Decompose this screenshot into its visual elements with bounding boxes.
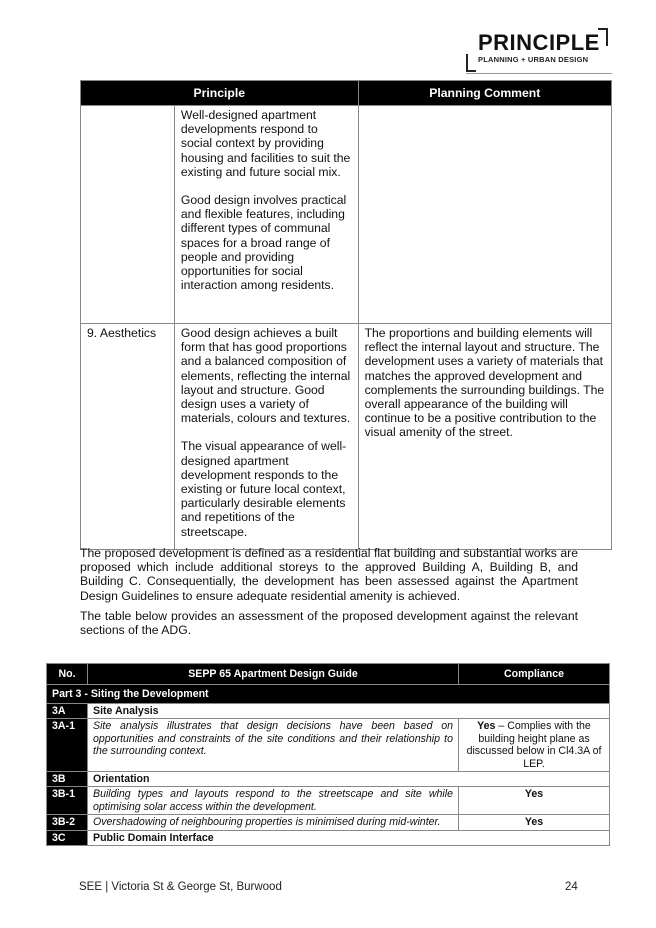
column-header-guide: SEPP 65 Apartment Design Guide bbox=[88, 664, 459, 685]
compliance-cell bbox=[459, 815, 610, 830]
item-number: 3B-2 bbox=[47, 815, 88, 830]
principle-paragraph: Good design achieves a built form that has good proportions and a balanced composition of elements, reflecting the internal layout and structure. Good design uses a variety of materials, colours and textures. bbox=[180, 326, 351, 426]
adg-assessment-table bbox=[46, 663, 610, 846]
design-principles-table bbox=[80, 80, 612, 550]
section-title: Orientation bbox=[88, 772, 610, 787]
section-row bbox=[47, 830, 610, 845]
footer-document-title: SEE | Victoria St & George St, Burwood bbox=[79, 881, 282, 893]
part-heading-row bbox=[47, 685, 610, 704]
compliance-note: – Complies with the building height plane as discussed below in Cl4.3A of LEP. bbox=[466, 720, 602, 770]
column-header-no: No. bbox=[47, 664, 88, 685]
table-header-row bbox=[81, 81, 612, 106]
table-row bbox=[47, 815, 610, 830]
section-number: 3B bbox=[47, 772, 88, 787]
compliance-status: Yes bbox=[477, 720, 496, 733]
item-text: Site analysis illustrates that design decisions have been based on opportunities and constraints of the site conditions and their relationship to the surrounding context. bbox=[88, 719, 459, 772]
page-number: 24 bbox=[565, 881, 578, 893]
body-paragraph: The proposed development is defined as a residential flat building and substantial works are proposed which include additional storeys to the approved Building A, Building B, and Building C. Consequentially, the development has been assessed against the Apartment Design Guidelines to ensure adequate residential amenity is achieved. bbox=[80, 546, 578, 603]
table-row bbox=[81, 106, 612, 324]
section-title: Public Domain Interface bbox=[88, 830, 610, 845]
compliance-status: Yes bbox=[524, 788, 544, 801]
principle-logo bbox=[466, 28, 612, 72]
principle-paragraph: Good design involves practical and flexible features, including different types of communal spaces for a broad range of people and providing opportunities for social interaction among residents. bbox=[180, 193, 347, 293]
part-heading: Part 3 - Siting the Development bbox=[47, 685, 610, 704]
column-header-compliance: Compliance bbox=[459, 664, 610, 685]
section-row bbox=[47, 772, 610, 787]
table-row bbox=[81, 324, 612, 550]
compliance-cell bbox=[459, 787, 610, 815]
body-paragraph: The table below provides an assessment of the proposed development against the relevant sections of the ADG. bbox=[80, 609, 578, 638]
item-number: 3B-1 bbox=[47, 787, 88, 815]
column-header-planning-comment: Planning Comment bbox=[358, 81, 611, 106]
principle-text bbox=[174, 324, 358, 550]
section-title: Site Analysis bbox=[88, 704, 610, 719]
item-text: Building types and layouts respond to the streetscape and site while optimising solar access within the development. bbox=[88, 787, 459, 815]
header-divider bbox=[466, 73, 612, 74]
section-row bbox=[47, 704, 610, 719]
logo-bracket-bottom-left bbox=[466, 54, 476, 72]
planning-comment bbox=[358, 106, 611, 324]
item-text: Overshadowing of neighbouring properties is minimised during mid-winter. bbox=[88, 815, 459, 830]
compliance-cell bbox=[459, 719, 610, 772]
logo-subtitle: PLANNING + URBAN DESIGN bbox=[478, 55, 589, 64]
principle-label: 9. Aesthetics bbox=[81, 324, 175, 550]
planning-comment: The proportions and building elements will reflect the internal layout and structure. The development uses a variety of materials that matches the approved development and complements the surrounding buildings. The overall appearance of the building will continue to be a positive contribution to the visual amenity of the street. bbox=[358, 324, 611, 550]
section-number: 3A bbox=[47, 704, 88, 719]
item-number: 3A-1 bbox=[47, 719, 88, 772]
table-row bbox=[47, 787, 610, 815]
principle-paragraph: The visual appearance of well-designed apartment development responds to the existing or future local context, particularly desirable elements and repetitions of the streetscape. bbox=[180, 439, 347, 539]
principle-label bbox=[81, 106, 175, 324]
column-header-principle: Principle bbox=[81, 81, 359, 106]
table-header-row bbox=[47, 664, 610, 685]
principle-paragraph: Well-designed apartment developments respond to social context by providing housing and facilities to suit the existing and future social mix. bbox=[180, 108, 351, 179]
compliance-status: Yes bbox=[524, 816, 544, 829]
logo-title: PRINCIPLE bbox=[478, 30, 600, 55]
principle-text bbox=[174, 106, 358, 324]
table-row bbox=[47, 719, 610, 772]
section-number: 3C bbox=[47, 830, 88, 845]
